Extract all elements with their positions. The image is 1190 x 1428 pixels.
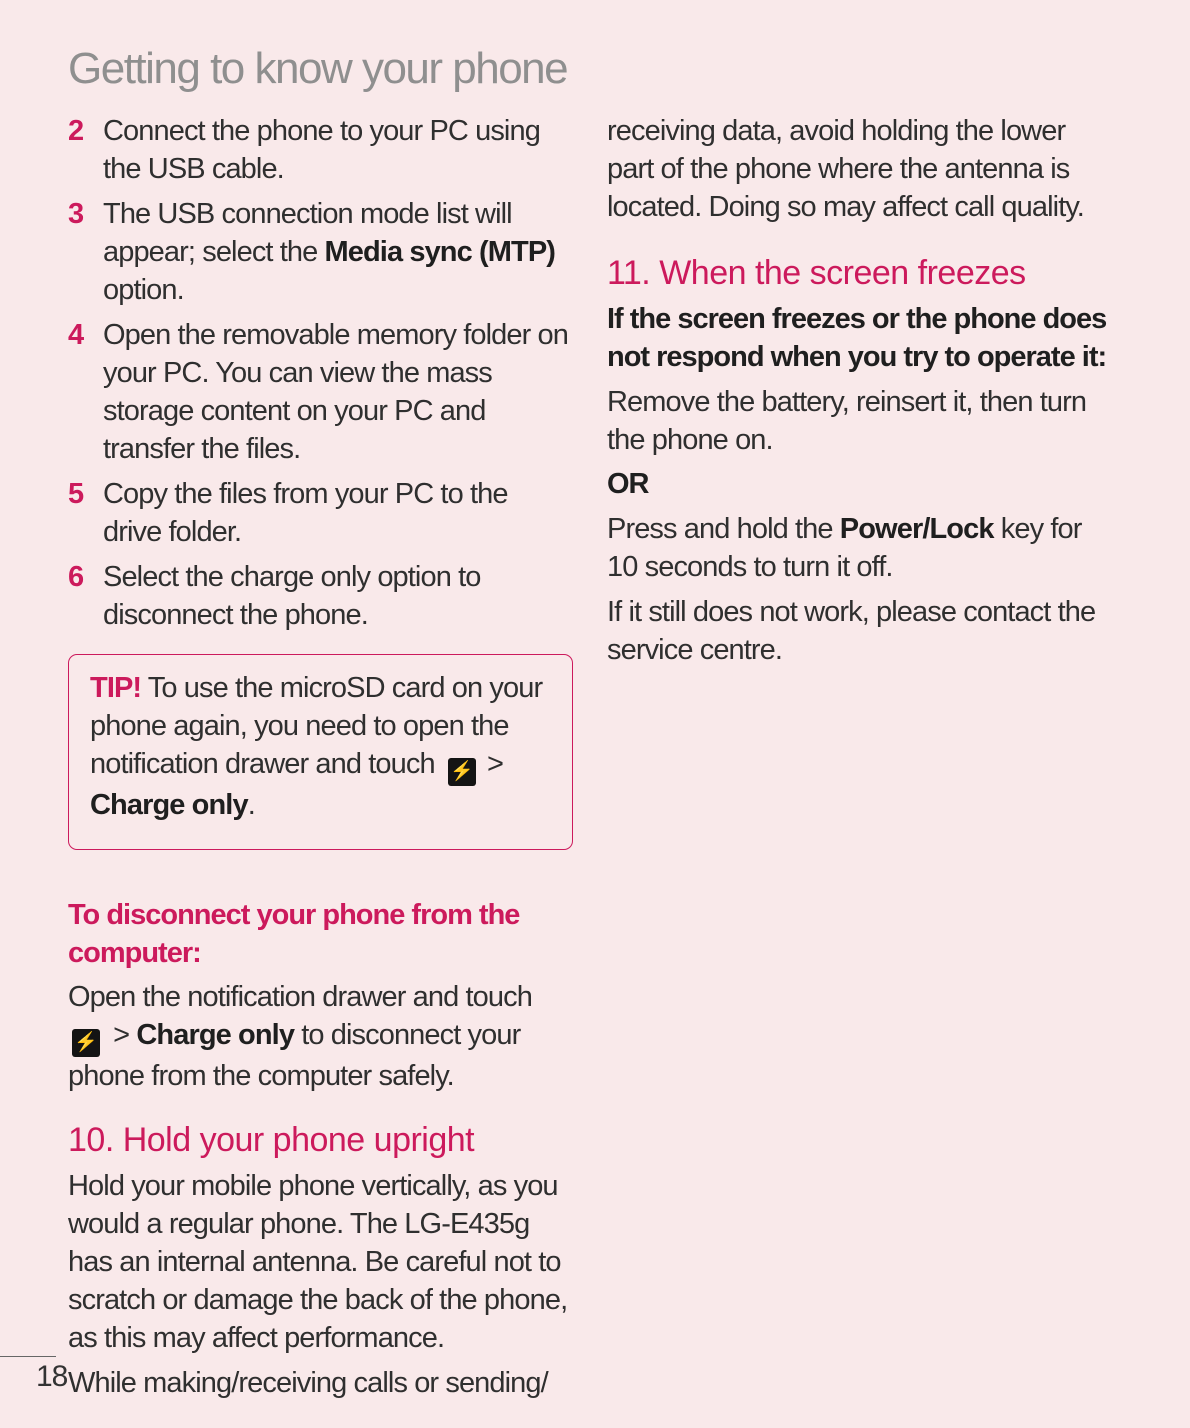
footer-divider [0, 1356, 56, 1357]
steps-list [68, 112, 573, 634]
section-11-paragraph-3: If it still does not work, please contact the service centre. [607, 596, 1096, 666]
section-11-text-after: key for 10 seconds to turn it off. [607, 513, 1082, 583]
step-text [103, 195, 573, 309]
step-text: Open the removable memory folder on your PC. You can view the mass storage content on your PC and transfer the files. [103, 319, 568, 465]
step-number: 2 [68, 115, 84, 147]
section-10-heading: 10. Hold your phone upright [68, 1121, 475, 1159]
step-text-before: The USB connection mode list will appear; select the [103, 198, 512, 268]
section-11-paragraph-2 [607, 510, 1107, 586]
step-number: 6 [68, 561, 84, 593]
step-text: Select the charge only option to disconnect the phone. [103, 561, 481, 631]
tip-end: . [247, 789, 255, 821]
step-item [68, 112, 573, 188]
step-item [68, 316, 573, 468]
section-11-subheading: If the screen freezes or the phone does not respond when you try to operate it: [607, 303, 1107, 373]
disconnect-text [68, 978, 573, 1095]
tip-text: To use the microSD card on your phone again, you need to open the notification drawer and touch [90, 672, 543, 780]
tip-separator: > [479, 748, 504, 780]
step-number: 3 [68, 198, 84, 230]
usb-icon: ⚡ [72, 1029, 100, 1057]
step-text: Connect the phone to your PC using the USB cable. [103, 115, 540, 185]
disconnect-text-before: Open the notification drawer and touch [68, 981, 532, 1013]
charge-only-label: Charge only [136, 1019, 295, 1051]
media-sync-option-label: Media sync (MTP) [324, 236, 556, 268]
step-item [68, 475, 573, 551]
page-number: 18 [36, 1360, 68, 1393]
section-11-paragraph: Remove the battery, reinsert it, then turn the phone on. [607, 386, 1087, 456]
left-column [68, 112, 573, 1402]
section-11-text-before: Press and hold the [607, 513, 840, 545]
step-number: 4 [68, 319, 84, 351]
disconnect-separator: > [106, 1019, 137, 1051]
section-10-paragraph-2-continued: receiving data, avoid holding the lower part of the phone where the antenna is located. Doing so may affect call quality. [607, 115, 1084, 223]
step-text-after: option. [103, 274, 184, 306]
power-lock-key-label: Power/Lock [839, 513, 994, 545]
disconnect-text-after: to disconnect your phone from the computer safely. [68, 1019, 521, 1092]
usb-icon: ⚡ [448, 758, 476, 786]
charge-only-label: Charge only [90, 789, 248, 821]
or-label: OR [607, 468, 649, 500]
tip-box [68, 654, 573, 850]
page-title: Getting to know your phone [68, 44, 568, 93]
section-10-paragraph: Hold your mobile phone vertically, as you would a regular phone. The LG-E435g has an internal antenna. Be careful not to scratch or damage the back of the phone, as this may affect performance. [68, 1170, 568, 1354]
disconnect-heading: To disconnect your phone from the computer: [68, 899, 520, 969]
step-number: 5 [68, 478, 84, 510]
step-text: Copy the files from your PC to the drive folder. [103, 478, 508, 548]
section-10-paragraph-2: While making/receiving calls or sending/ [68, 1367, 548, 1399]
section-11-heading: 11. When the screen freezes [607, 254, 1026, 292]
right-column [607, 112, 1107, 669]
step-item [68, 195, 573, 309]
tip-label: TIP! [90, 672, 142, 704]
step-item [68, 558, 573, 634]
